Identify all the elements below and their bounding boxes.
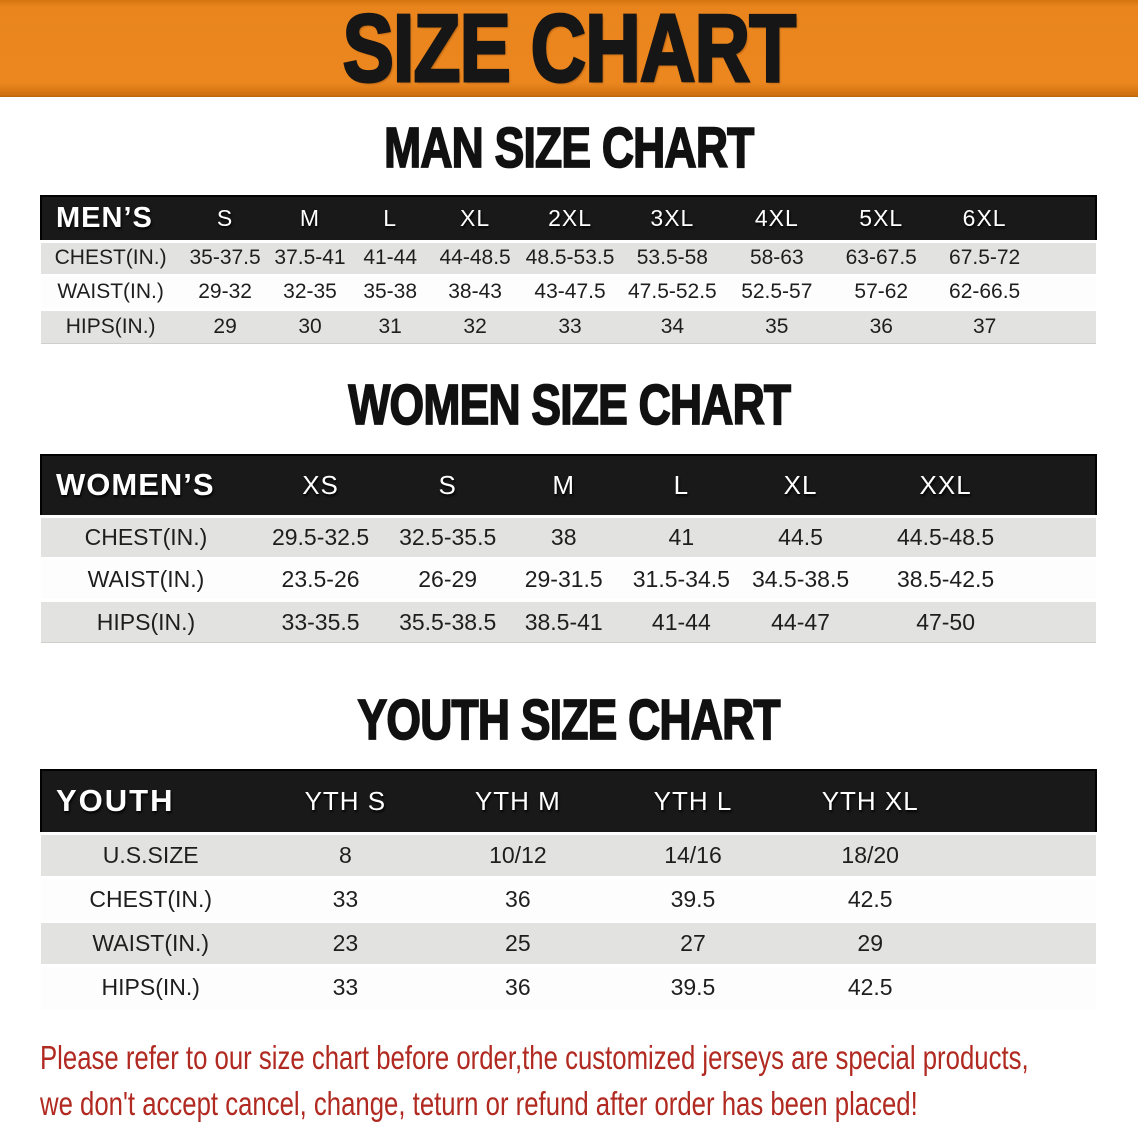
women-section-title: WOMEN SIZE CHART — [348, 372, 790, 437]
banner-title: SIZE CHART — [342, 0, 796, 97]
spacer-cell — [960, 965, 1096, 1009]
size-value: 30 — [270, 309, 350, 343]
row-label: HIPS(IN.) — [41, 601, 251, 643]
youth-header-row — [41, 770, 1096, 833]
size-value: 29-32 — [180, 275, 270, 309]
size-value: 53.5-58 — [620, 241, 724, 275]
size-value: 57-62 — [829, 275, 933, 309]
column-header: XXL — [861, 455, 1031, 517]
size-value: 29 — [781, 921, 960, 965]
column-header: 2XL — [520, 196, 620, 241]
size-value: 14/16 — [605, 833, 780, 877]
column-header: S — [390, 455, 505, 517]
table-row — [41, 965, 1096, 1009]
size-value: 29 — [180, 309, 270, 343]
size-value: 31 — [350, 309, 430, 343]
size-value: 34.5-38.5 — [740, 559, 860, 601]
row-label: WAIST(IN.) — [41, 921, 260, 965]
column-header: YTH M — [430, 770, 605, 833]
column-header: YTH S — [260, 770, 430, 833]
size-value: 27 — [605, 921, 780, 965]
men-size-table — [40, 195, 1097, 344]
column-header: 4XL — [725, 196, 829, 241]
size-value: 44-48.5 — [430, 241, 520, 275]
size-value: 38 — [505, 517, 622, 559]
size-value: 67.5-72 — [933, 241, 1035, 275]
size-value: 41-44 — [622, 601, 740, 643]
size-chart-content — [0, 116, 1138, 1009]
men-section-title: MAN SIZE CHART — [384, 116, 754, 180]
spacer-cell — [1036, 196, 1096, 241]
column-header: XS — [251, 455, 390, 517]
size-value: 38.5-41 — [505, 601, 622, 643]
size-chart-banner — [0, 0, 1138, 97]
spacer-cell — [1036, 241, 1096, 275]
size-value: 29.5-32.5 — [251, 517, 390, 559]
spacer-cell — [1036, 309, 1096, 343]
size-value: 47-50 — [861, 601, 1031, 643]
size-value: 32 — [430, 309, 520, 343]
disclaimer-line-1: Please refer to our size chart before order,the customized jerseys are special products, — [40, 1039, 1029, 1076]
men-header-row — [41, 196, 1096, 241]
column-header: YTH XL — [781, 770, 960, 833]
size-value: 10/12 — [430, 833, 605, 877]
size-value: 32.5-35.5 — [390, 517, 505, 559]
spacer-cell — [1031, 517, 1096, 559]
table-row — [41, 833, 1096, 877]
size-value: 41-44 — [350, 241, 430, 275]
size-value: 33 — [520, 309, 620, 343]
table-row — [41, 877, 1096, 921]
column-header: M — [505, 455, 622, 517]
row-label: CHEST(IN.) — [41, 517, 251, 559]
section-women — [0, 372, 1138, 644]
size-value: 37 — [933, 309, 1035, 343]
size-value: 37.5-41 — [270, 241, 350, 275]
column-header: XL — [430, 196, 520, 241]
column-header: YTH L — [605, 770, 780, 833]
size-value: 44-47 — [740, 601, 860, 643]
row-label: WAIST(IN.) — [41, 559, 251, 601]
spacer-cell — [960, 770, 1096, 833]
column-header: L — [622, 455, 740, 517]
table-row — [41, 309, 1096, 343]
column-header: 6XL — [933, 196, 1035, 241]
size-value: 47.5-52.5 — [620, 275, 724, 309]
size-value: 23 — [260, 921, 430, 965]
size-value: 38-43 — [430, 275, 520, 309]
size-value: 32-35 — [270, 275, 350, 309]
section-youth — [0, 688, 1138, 1009]
size-value: 42.5 — [781, 965, 960, 1009]
row-label: U.S.SIZE — [41, 833, 260, 877]
size-value: 36 — [430, 965, 605, 1009]
table-row — [41, 601, 1096, 643]
size-value: 34 — [620, 309, 724, 343]
size-value: 44.5-48.5 — [861, 517, 1031, 559]
size-value: 33 — [260, 965, 430, 1009]
column-header: M — [270, 196, 350, 241]
disclaimer — [40, 1035, 1138, 1127]
column-header: 3XL — [620, 196, 724, 241]
size-value: 25 — [430, 921, 605, 965]
size-value: 8 — [260, 833, 430, 877]
spacer-cell — [1031, 601, 1096, 643]
column-header: XL — [740, 455, 860, 517]
row-label: HIPS(IN.) — [41, 965, 260, 1009]
size-value: 33 — [260, 877, 430, 921]
size-value: 36 — [430, 877, 605, 921]
size-value: 36 — [829, 309, 933, 343]
size-value: 26-29 — [390, 559, 505, 601]
column-header: 5XL — [829, 196, 933, 241]
column-header: S — [180, 196, 270, 241]
size-value: 44.5 — [740, 517, 860, 559]
size-value: 23.5-26 — [251, 559, 390, 601]
size-value: 39.5 — [605, 965, 780, 1009]
size-value: 29-31.5 — [505, 559, 622, 601]
spacer-cell — [1036, 275, 1096, 309]
size-value: 41 — [622, 517, 740, 559]
column-header: L — [350, 196, 430, 241]
table-row — [41, 517, 1096, 559]
youth-section-title: YOUTH SIZE CHART — [357, 688, 781, 752]
women-table-label: WOMEN’S — [41, 455, 251, 517]
size-value: 43-47.5 — [520, 275, 620, 309]
size-value: 18/20 — [781, 833, 960, 877]
men-table-label: MEN’S — [41, 196, 180, 241]
size-value: 48.5-53.5 — [520, 241, 620, 275]
spacer-cell — [960, 833, 1096, 877]
women-size-table — [40, 454, 1097, 644]
row-label: CHEST(IN.) — [41, 877, 260, 921]
row-label: HIPS(IN.) — [41, 309, 180, 343]
women-header-row — [41, 455, 1096, 517]
size-value: 58-63 — [725, 241, 829, 275]
section-men — [0, 116, 1138, 344]
disclaimer-line-2: we don't accept cancel, change, teturn or refund after order has been placed! — [40, 1085, 918, 1122]
youth-table-label: YOUTH — [41, 770, 260, 833]
size-value: 63-67.5 — [829, 241, 933, 275]
table-row — [41, 921, 1096, 965]
row-label: WAIST(IN.) — [41, 275, 180, 309]
size-value: 42.5 — [781, 877, 960, 921]
size-value: 52.5-57 — [725, 275, 829, 309]
spacer-cell — [1031, 559, 1096, 601]
size-value: 35.5-38.5 — [390, 601, 505, 643]
size-value: 31.5-34.5 — [622, 559, 740, 601]
youth-size-table — [40, 769, 1097, 1009]
table-row — [41, 275, 1096, 309]
size-value: 62-66.5 — [933, 275, 1035, 309]
spacer-cell — [960, 921, 1096, 965]
table-row — [41, 559, 1096, 601]
size-value: 35-38 — [350, 275, 430, 309]
spacer-cell — [960, 877, 1096, 921]
size-value: 39.5 — [605, 877, 780, 921]
size-value: 33-35.5 — [251, 601, 390, 643]
size-value: 35 — [725, 309, 829, 343]
spacer-cell — [1031, 455, 1096, 517]
table-row — [41, 241, 1096, 275]
size-value: 35-37.5 — [180, 241, 270, 275]
size-value: 38.5-42.5 — [861, 559, 1031, 601]
row-label: CHEST(IN.) — [41, 241, 180, 275]
